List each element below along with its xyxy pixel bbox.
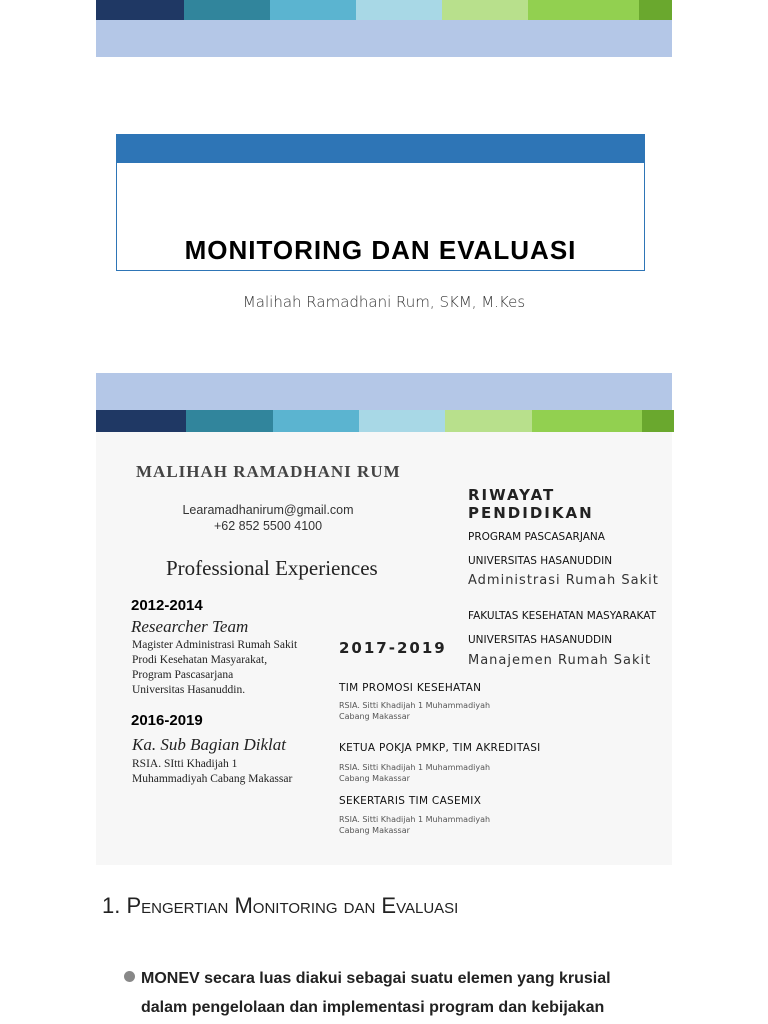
exp2-desc — [132, 757, 292, 787]
edu-heading: RIWAYAT PENDIDIKAN — [468, 486, 594, 522]
top-band — [96, 20, 672, 57]
mid-role-sub-line: RSIA. Sitti Khadijah 1 Muhammadiyah — [339, 763, 491, 772]
bullet-text-line2: dalam pengelolaan dan implementasi program dan kebijakan — [141, 999, 605, 1016]
mid-role-sub-line: Cabang Makassar — [339, 774, 410, 783]
mid-role-sub-line: Cabang Makassar — [339, 826, 410, 835]
exp2-years: 2016-2019 — [131, 712, 203, 729]
title-box-bar — [117, 135, 644, 163]
exp1-desc-line: Magister Administrasi Rumah Sakit — [132, 639, 298, 651]
bullet-item — [124, 964, 664, 1022]
mid-role-sub-line: RSIA. Sitti Khadijah 1 Muhammadiyah — [339, 701, 491, 710]
slide2-band — [96, 373, 672, 410]
cv-contact — [152, 502, 384, 534]
exp2-role: Ka. Sub Bagian Diklat — [132, 735, 286, 754]
exp1-role: Researcher Team — [131, 617, 249, 636]
exp1-desc — [132, 638, 297, 698]
bullet-icon — [124, 971, 135, 982]
mid-role-sub — [339, 762, 490, 784]
exp2-desc-line: RSIA. SItti Khadijah 1 — [132, 758, 238, 770]
exp2-desc-line: Muhammadiyah Cabang Makassar — [132, 773, 293, 785]
exp1-desc-line: Universitas Hasanuddin. — [132, 684, 246, 696]
exp1-desc-line: Program Pascasarjana — [132, 669, 234, 681]
title-box — [116, 134, 645, 271]
mid-role-title: TIM PROMOSI KESEHATAN — [339, 682, 482, 694]
slide2-color-strip — [96, 410, 674, 432]
mid-role-title: KETUA POKJA PMKP, TIM AKREDITASI — [339, 742, 541, 754]
cv-name: MALIHAH RAMADHANI RUM — [136, 462, 401, 481]
mid-role-sub-line: RSIA. Sitti Khadijah 1 Muhammadiyah — [339, 815, 491, 824]
author-name: Malihah Ramadhani Rum, SKM, M.Kes — [242, 293, 526, 311]
top-color-strip — [96, 0, 672, 20]
bullet-text-line1: MONEV secara luas diakui sebagai suatu elemen yang krusial — [141, 970, 611, 987]
section-title: 1. Pengertian Monitoring dan Evaluasi — [102, 893, 459, 918]
edu-line: UNIVERSITAS HASANUDDIN — [468, 634, 613, 646]
mid-role-title: SEKERTARIS TIM CASEMIX — [339, 795, 482, 807]
edu-line: UNIVERSITAS HASANUDDIN — [468, 555, 613, 567]
edu-major: Manajemen Rumah Sakit — [468, 653, 652, 668]
exp1-years: 2012-2014 — [131, 597, 203, 614]
slide-title: MONITORING DAN EVALUASI — [184, 235, 577, 265]
cv-panel — [96, 432, 672, 865]
mid-role-sub-line: Cabang Makassar — [339, 712, 410, 721]
edu-major: Administrasi Rumah Sakit — [468, 573, 659, 588]
edu-line: PROGRAM PASCASARJANA — [468, 531, 605, 543]
edu-line: FAKULTAS KESEHATAN MASYARAKAT — [468, 610, 657, 622]
prof-exp-heading: Professional Experiences — [166, 556, 378, 580]
mid-years: 2017-2019 — [339, 639, 447, 657]
mid-role-sub — [339, 814, 490, 836]
cv-phone: +62 852 5500 4100 — [213, 519, 323, 533]
mid-role-sub — [339, 700, 490, 722]
cv-email: Learamadhanirum@gmail.com — [182, 503, 354, 517]
exp1-desc-line: Prodi Kesehatan Masyarakat, — [132, 654, 268, 666]
